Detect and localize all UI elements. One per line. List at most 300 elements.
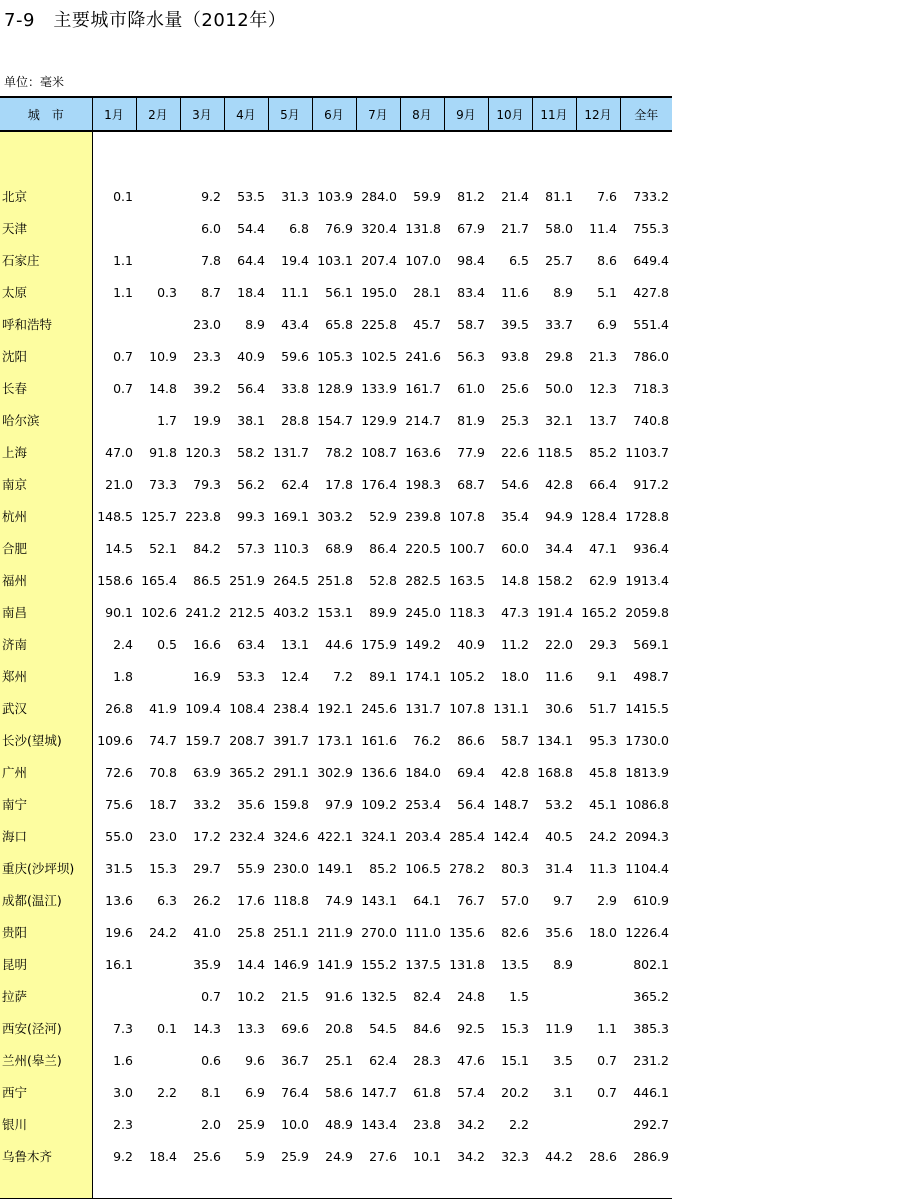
precipitation-value: 1226.4 bbox=[625, 924, 669, 940]
city-name: 银川 bbox=[0, 1108, 92, 1140]
column-header: 2月 bbox=[136, 97, 180, 131]
precipitation-value: 33.2 bbox=[193, 796, 221, 812]
precipitation-value: 38.1 bbox=[237, 412, 265, 428]
precipitation-value: 14.8 bbox=[501, 572, 529, 588]
precipitation-value: 28.3 bbox=[413, 1052, 441, 1068]
precipitation-value: 6.5 bbox=[509, 252, 529, 268]
city-name: 南宁 bbox=[0, 788, 92, 820]
table-row bbox=[0, 468, 672, 500]
precipitation-value bbox=[532, 980, 576, 1012]
column-header: 3月 bbox=[180, 97, 224, 131]
precipitation-value: 9.2 bbox=[113, 1148, 133, 1164]
precipitation-value: 68.7 bbox=[457, 476, 485, 492]
city-name: 合肥 bbox=[0, 532, 92, 564]
precipitation-value: 40.5 bbox=[545, 828, 573, 844]
precipitation-value: 174.1 bbox=[405, 668, 441, 684]
precipitation-value: 422.1 bbox=[317, 828, 353, 844]
precipitation-value: 324.6 bbox=[273, 828, 309, 844]
table-row bbox=[0, 212, 672, 244]
page-title: 7-9 主要城市降水量（2012年） bbox=[4, 10, 287, 31]
precipitation-value: 26.8 bbox=[105, 700, 133, 716]
precipitation-value: 8.7 bbox=[201, 284, 221, 300]
precipitation-value: 225.8 bbox=[361, 316, 397, 332]
precipitation-value: 278.2 bbox=[449, 860, 485, 876]
value-cell bbox=[268, 1172, 312, 1199]
precipitation-value: 23.8 bbox=[413, 1116, 441, 1132]
precipitation-value: 62.4 bbox=[281, 476, 309, 492]
precipitation-value: 25.6 bbox=[193, 1148, 221, 1164]
city-name: 成都(温江) bbox=[0, 884, 92, 916]
precipitation-value: 302.9 bbox=[317, 764, 353, 780]
value-cell bbox=[620, 131, 672, 180]
precipitation-value: 93.8 bbox=[501, 348, 529, 364]
precipitation-value: 118.3 bbox=[449, 604, 485, 620]
precipitation-value: 23.0 bbox=[149, 828, 177, 844]
table-row bbox=[0, 1044, 672, 1076]
precipitation-value: 10.1 bbox=[413, 1148, 441, 1164]
precipitation-value bbox=[136, 212, 180, 244]
precipitation-value: 47.3 bbox=[501, 604, 529, 620]
precipitation-value: 498.7 bbox=[633, 668, 669, 684]
precipitation-value: 48.9 bbox=[325, 1116, 353, 1132]
precipitation-value: 35.9 bbox=[193, 956, 221, 972]
precipitation-value: 0.7 bbox=[201, 988, 221, 1004]
precipitation-value: 147.7 bbox=[361, 1084, 397, 1100]
precipitation-value: 2.4 bbox=[113, 636, 133, 652]
column-header: 9月 bbox=[444, 97, 488, 131]
precipitation-value: 6.9 bbox=[245, 1084, 265, 1100]
precipitation-value bbox=[136, 1108, 180, 1140]
precipitation-value: 39.5 bbox=[501, 316, 529, 332]
precipitation-value: 21.4 bbox=[501, 188, 529, 204]
table-row bbox=[0, 532, 672, 564]
city-name: 南京 bbox=[0, 468, 92, 500]
precipitation-value: 65.8 bbox=[325, 316, 353, 332]
precipitation-value: 28.6 bbox=[589, 1148, 617, 1164]
value-cell bbox=[356, 1172, 400, 1199]
precipitation-value: 52.8 bbox=[369, 572, 397, 588]
precipitation-value: 5.1 bbox=[597, 284, 617, 300]
precipitation-value: 320.4 bbox=[361, 220, 397, 236]
precipitation-value: 45.8 bbox=[589, 764, 617, 780]
value-cell bbox=[180, 1172, 224, 1199]
precipitation-value: 9.7 bbox=[553, 892, 573, 908]
precipitation-value: 47.0 bbox=[105, 444, 133, 460]
precipitation-value: 19.4 bbox=[281, 252, 309, 268]
precipitation-value: 192.1 bbox=[317, 700, 353, 716]
precipitation-value: 212.5 bbox=[229, 604, 265, 620]
precipitation-value: 133.9 bbox=[361, 380, 397, 396]
precipitation-value: 13.1 bbox=[281, 636, 309, 652]
precipitation-value: 108.7 bbox=[361, 444, 397, 460]
unit-label: 单位：毫米 bbox=[4, 75, 65, 89]
precipitation-value: 58.7 bbox=[501, 732, 529, 748]
precipitation-value: 81.2 bbox=[457, 188, 485, 204]
city-name: 重庆(沙坪坝) bbox=[0, 852, 92, 884]
precipitation-value: 85.2 bbox=[589, 444, 617, 460]
city-name: 乌鲁木齐 bbox=[0, 1140, 92, 1172]
precipitation-value: 238.4 bbox=[273, 700, 309, 716]
precipitation-value: 34.4 bbox=[545, 540, 573, 556]
city-name: 长春 bbox=[0, 372, 92, 404]
city-name: 武汉 bbox=[0, 692, 92, 724]
precipitation-value: 34.2 bbox=[457, 1148, 485, 1164]
precipitation-value: 131.8 bbox=[449, 956, 485, 972]
value-cell bbox=[92, 1172, 136, 1199]
table-row bbox=[0, 1108, 672, 1140]
precipitation-value: 21.3 bbox=[589, 348, 617, 364]
spacer-row bbox=[0, 131, 672, 180]
precipitation-value: 11.2 bbox=[501, 636, 529, 652]
precipitation-value: 105.3 bbox=[317, 348, 353, 364]
precipitation-value: 131.8 bbox=[405, 220, 441, 236]
precipitation-value: 58.2 bbox=[237, 444, 265, 460]
precipitation-value: 2.9 bbox=[597, 892, 617, 908]
precipitation-value: 20.2 bbox=[501, 1084, 529, 1100]
precipitation-value: 230.0 bbox=[273, 860, 309, 876]
precipitation-value: 134.1 bbox=[537, 732, 573, 748]
precipitation-value: 3.1 bbox=[553, 1084, 573, 1100]
precipitation-value: 2094.3 bbox=[625, 828, 669, 844]
precipitation-value: 2.3 bbox=[113, 1116, 133, 1132]
precipitation-value: 54.4 bbox=[237, 220, 265, 236]
precipitation-value: 13.3 bbox=[237, 1020, 265, 1036]
value-cell bbox=[444, 131, 488, 180]
precipitation-value: 59.9 bbox=[413, 188, 441, 204]
precipitation-value: 78.2 bbox=[325, 444, 353, 460]
precipitation-value: 56.2 bbox=[237, 476, 265, 492]
precipitation-value: 74.7 bbox=[149, 732, 177, 748]
precipitation-value: 102.5 bbox=[361, 348, 397, 364]
precipitation-value: 44.2 bbox=[545, 1148, 573, 1164]
precipitation-value: 84.6 bbox=[413, 1020, 441, 1036]
precipitation-value: 64.4 bbox=[237, 252, 265, 268]
precipitation-value: 15.3 bbox=[149, 860, 177, 876]
value-cell bbox=[224, 1172, 268, 1199]
precipitation-value: 81.1 bbox=[545, 188, 573, 204]
table-row bbox=[0, 980, 672, 1012]
precipitation-value: 118.5 bbox=[537, 444, 573, 460]
precipitation-value: 24.2 bbox=[589, 828, 617, 844]
precipitation-value: 129.9 bbox=[361, 412, 397, 428]
precipitation-value: 17.6 bbox=[237, 892, 265, 908]
precipitation-value: 12.4 bbox=[281, 668, 309, 684]
precipitation-value: 86.5 bbox=[193, 572, 221, 588]
precipitation-value: 72.6 bbox=[105, 764, 133, 780]
precipitation-value: 42.8 bbox=[501, 764, 529, 780]
precipitation-value: 176.4 bbox=[361, 476, 397, 492]
precipitation-value: 131.7 bbox=[273, 444, 309, 460]
precipitation-value bbox=[92, 212, 136, 244]
precipitation-value: 270.0 bbox=[361, 924, 397, 940]
column-header: 8月 bbox=[400, 97, 444, 131]
precipitation-value: 159.7 bbox=[185, 732, 221, 748]
table-row bbox=[0, 276, 672, 308]
precipitation-value: 936.4 bbox=[633, 540, 669, 556]
table-row bbox=[0, 692, 672, 724]
precipitation-value: 13.6 bbox=[105, 892, 133, 908]
city-name: 海口 bbox=[0, 820, 92, 852]
city-name: 广州 bbox=[0, 756, 92, 788]
city-name: 天津 bbox=[0, 212, 92, 244]
precipitation-value: 25.3 bbox=[501, 412, 529, 428]
precipitation-value: 292.7 bbox=[633, 1116, 669, 1132]
precipitation-value: 82.4 bbox=[413, 988, 441, 1004]
precipitation-value: 12.3 bbox=[589, 380, 617, 396]
table-row bbox=[0, 756, 672, 788]
city-name: 西安(泾河) bbox=[0, 1012, 92, 1044]
precipitation-value: 13.5 bbox=[501, 956, 529, 972]
precipitation-value: 253.4 bbox=[405, 796, 441, 812]
precipitation-value: 83.4 bbox=[457, 284, 485, 300]
precipitation-value bbox=[92, 308, 136, 340]
precipitation-value: 245.0 bbox=[405, 604, 441, 620]
city-name: 哈尔滨 bbox=[0, 404, 92, 436]
precipitation-value: 68.9 bbox=[325, 540, 353, 556]
precipitation-value: 29.3 bbox=[589, 636, 617, 652]
precipitation-value: 143.1 bbox=[361, 892, 397, 908]
precipitation-value: 8.9 bbox=[245, 316, 265, 332]
precipitation-value: 56.3 bbox=[457, 348, 485, 364]
precipitation-value: 131.1 bbox=[493, 700, 529, 716]
precipitation-value: 74.9 bbox=[325, 892, 353, 908]
precipitation-value: 9.6 bbox=[245, 1052, 265, 1068]
precipitation-value: 153.1 bbox=[317, 604, 353, 620]
precipitation-value: 52.1 bbox=[149, 540, 177, 556]
precipitation-value: 25.9 bbox=[281, 1148, 309, 1164]
precipitation-value: 29.7 bbox=[193, 860, 221, 876]
precipitation-value: 917.2 bbox=[633, 476, 669, 492]
value-cell bbox=[532, 131, 576, 180]
city-name: 杭州 bbox=[0, 500, 92, 532]
precipitation-value: 14.8 bbox=[149, 380, 177, 396]
precipitation-value bbox=[136, 308, 180, 340]
precipitation-value: 16.9 bbox=[193, 668, 221, 684]
precipitation-value: 203.4 bbox=[405, 828, 441, 844]
precipitation-value: 163.6 bbox=[405, 444, 441, 460]
precipitation-value: 427.8 bbox=[633, 284, 669, 300]
table-row bbox=[0, 180, 672, 212]
precipitation-value bbox=[576, 980, 620, 1012]
table-row bbox=[0, 628, 672, 660]
precipitation-value: 25.7 bbox=[545, 252, 573, 268]
precipitation-value: 159.8 bbox=[273, 796, 309, 812]
precipitation-value: 231.2 bbox=[633, 1052, 669, 1068]
precipitation-value: 158.6 bbox=[97, 572, 133, 588]
precipitation-value: 149.1 bbox=[317, 860, 353, 876]
precipitation-value: 11.1 bbox=[281, 284, 309, 300]
city-name: 太原 bbox=[0, 276, 92, 308]
precipitation-value: 161.7 bbox=[405, 380, 441, 396]
city-name: 贵阳 bbox=[0, 916, 92, 948]
precipitation-value: 0.7 bbox=[597, 1052, 617, 1068]
precipitation-value: 211.9 bbox=[317, 924, 353, 940]
precipitation-value: 77.9 bbox=[457, 444, 485, 460]
precipitation-value: 2059.8 bbox=[625, 604, 669, 620]
precipitation-value: 32.3 bbox=[501, 1148, 529, 1164]
precipitation-value: 18.0 bbox=[501, 668, 529, 684]
precipitation-value: 11.6 bbox=[545, 668, 573, 684]
precipitation-value: 8.1 bbox=[201, 1084, 221, 1100]
precipitation-value: 0.5 bbox=[157, 636, 177, 652]
column-header: 4月 bbox=[224, 97, 268, 131]
precipitation-value: 131.7 bbox=[405, 700, 441, 716]
precipitation-value: 8.9 bbox=[553, 956, 573, 972]
precipitation-value: 391.7 bbox=[273, 732, 309, 748]
city-name: 昆明 bbox=[0, 948, 92, 980]
value-cell bbox=[312, 1172, 356, 1199]
precipitation-value: 52.9 bbox=[369, 508, 397, 524]
precipitation-value: 102.6 bbox=[141, 604, 177, 620]
precipitation-value: 148.7 bbox=[493, 796, 529, 812]
precipitation-value: 24.2 bbox=[149, 924, 177, 940]
precipitation-value: 89.1 bbox=[369, 668, 397, 684]
city-cell bbox=[0, 131, 92, 180]
column-header: 12月 bbox=[576, 97, 620, 131]
precipitation-value: 1813.9 bbox=[625, 764, 669, 780]
precipitation-value: 106.5 bbox=[405, 860, 441, 876]
precipitation-value: 282.5 bbox=[405, 572, 441, 588]
column-header-city: 城 市 bbox=[0, 97, 92, 131]
precipitation-value: 25.1 bbox=[325, 1052, 353, 1068]
precipitation-value: 143.4 bbox=[361, 1116, 397, 1132]
value-cell bbox=[92, 131, 136, 180]
column-header: 6月 bbox=[312, 97, 356, 131]
precipitation-value: 1.1 bbox=[597, 1020, 617, 1036]
precipitation-value: 132.5 bbox=[361, 988, 397, 1004]
precipitation-value: 137.5 bbox=[405, 956, 441, 972]
precipitation-value: 755.3 bbox=[633, 220, 669, 236]
precipitation-value: 31.3 bbox=[281, 188, 309, 204]
city-name: 济南 bbox=[0, 628, 92, 660]
precipitation-value: 165.4 bbox=[141, 572, 177, 588]
city-name: 呼和浩特 bbox=[0, 308, 92, 340]
precipitation-value: 21.0 bbox=[105, 476, 133, 492]
precipitation-value: 36.7 bbox=[281, 1052, 309, 1068]
table-row bbox=[0, 660, 672, 692]
precipitation-value: 17.2 bbox=[193, 828, 221, 844]
precipitation-value: 56.4 bbox=[457, 796, 485, 812]
precipitation-value: 128.4 bbox=[581, 508, 617, 524]
precipitation-value: 649.4 bbox=[633, 252, 669, 268]
precipitation-value: 107.8 bbox=[449, 700, 485, 716]
precipitation-value: 8.6 bbox=[597, 252, 617, 268]
precipitation-value: 61.0 bbox=[457, 380, 485, 396]
precipitation-value: 58.7 bbox=[457, 316, 485, 332]
precipitation-value: 109.2 bbox=[361, 796, 397, 812]
precipitation-value: 0.7 bbox=[597, 1084, 617, 1100]
precipitation-table bbox=[0, 96, 672, 1199]
precipitation-value: 786.0 bbox=[633, 348, 669, 364]
precipitation-value: 198.3 bbox=[405, 476, 441, 492]
precipitation-value: 324.1 bbox=[361, 828, 397, 844]
precipitation-value: 40.9 bbox=[457, 636, 485, 652]
precipitation-value: 241.6 bbox=[405, 348, 441, 364]
table-row bbox=[0, 372, 672, 404]
precipitation-value: 251.9 bbox=[229, 572, 265, 588]
precipitation-value: 208.7 bbox=[229, 732, 265, 748]
precipitation-value: 99.3 bbox=[237, 508, 265, 524]
precipitation-value: 33.7 bbox=[545, 316, 573, 332]
precipitation-value: 551.4 bbox=[633, 316, 669, 332]
precipitation-value: 0.7 bbox=[113, 348, 133, 364]
precipitation-value: 90.1 bbox=[105, 604, 133, 620]
value-cell bbox=[444, 1172, 488, 1199]
precipitation-value: 10.9 bbox=[149, 348, 177, 364]
table-row bbox=[0, 1140, 672, 1172]
precipitation-value: 76.4 bbox=[281, 1084, 309, 1100]
precipitation-value: 23.3 bbox=[193, 348, 221, 364]
precipitation-value: 239.8 bbox=[405, 508, 441, 524]
precipitation-value: 107.8 bbox=[449, 508, 485, 524]
precipitation-value bbox=[92, 404, 136, 436]
city-name: 北京 bbox=[0, 180, 92, 212]
table-row bbox=[0, 1012, 672, 1044]
precipitation-value bbox=[136, 980, 180, 1012]
precipitation-value: 165.2 bbox=[581, 604, 617, 620]
precipitation-value: 403.2 bbox=[273, 604, 309, 620]
precipitation-value: 111.0 bbox=[405, 924, 441, 940]
precipitation-value: 14.3 bbox=[193, 1020, 221, 1036]
precipitation-value: 17.8 bbox=[325, 476, 353, 492]
precipitation-value: 802.1 bbox=[633, 956, 669, 972]
precipitation-value: 245.6 bbox=[361, 700, 397, 716]
city-name: 南昌 bbox=[0, 596, 92, 628]
precipitation-value: 3.5 bbox=[553, 1052, 573, 1068]
precipitation-value: 34.2 bbox=[457, 1116, 485, 1132]
precipitation-value: 98.4 bbox=[457, 252, 485, 268]
value-cell bbox=[400, 131, 444, 180]
precipitation-value: 70.8 bbox=[149, 764, 177, 780]
precipitation-value: 241.2 bbox=[185, 604, 221, 620]
precipitation-value: 173.1 bbox=[317, 732, 353, 748]
precipitation-value: 35.4 bbox=[501, 508, 529, 524]
precipitation-value: 15.1 bbox=[501, 1052, 529, 1068]
precipitation-value: 92.5 bbox=[457, 1020, 485, 1036]
precipitation-value: 28.1 bbox=[413, 284, 441, 300]
precipitation-value: 55.9 bbox=[237, 860, 265, 876]
precipitation-value: 51.7 bbox=[589, 700, 617, 716]
precipitation-value: 2.2 bbox=[509, 1116, 529, 1132]
precipitation-value: 109.4 bbox=[185, 700, 221, 716]
precipitation-value: 47.1 bbox=[589, 540, 617, 556]
precipitation-value: 84.2 bbox=[193, 540, 221, 556]
precipitation-value: 18.0 bbox=[589, 924, 617, 940]
precipitation-value: 40.9 bbox=[237, 348, 265, 364]
column-header: 5月 bbox=[268, 97, 312, 131]
precipitation-value: 9.1 bbox=[597, 668, 617, 684]
precipitation-value: 29.8 bbox=[545, 348, 573, 364]
precipitation-value: 6.9 bbox=[597, 316, 617, 332]
column-header: 11月 bbox=[532, 97, 576, 131]
column-header: 1月 bbox=[92, 97, 136, 131]
precipitation-value: 232.4 bbox=[229, 828, 265, 844]
precipitation-value: 148.5 bbox=[97, 508, 133, 524]
table-row bbox=[0, 916, 672, 948]
precipitation-value: 45.1 bbox=[589, 796, 617, 812]
precipitation-value: 19.9 bbox=[193, 412, 221, 428]
precipitation-value: 45.7 bbox=[413, 316, 441, 332]
precipitation-value: 149.2 bbox=[405, 636, 441, 652]
precipitation-value: 142.4 bbox=[493, 828, 529, 844]
precipitation-value: 42.8 bbox=[545, 476, 573, 492]
precipitation-value: 41.0 bbox=[193, 924, 221, 940]
precipitation-value: 63.9 bbox=[193, 764, 221, 780]
table-row bbox=[0, 596, 672, 628]
city-name: 兰州(皋兰) bbox=[0, 1044, 92, 1076]
precipitation-value: 22.0 bbox=[545, 636, 573, 652]
precipitation-value: 18.4 bbox=[149, 1148, 177, 1164]
